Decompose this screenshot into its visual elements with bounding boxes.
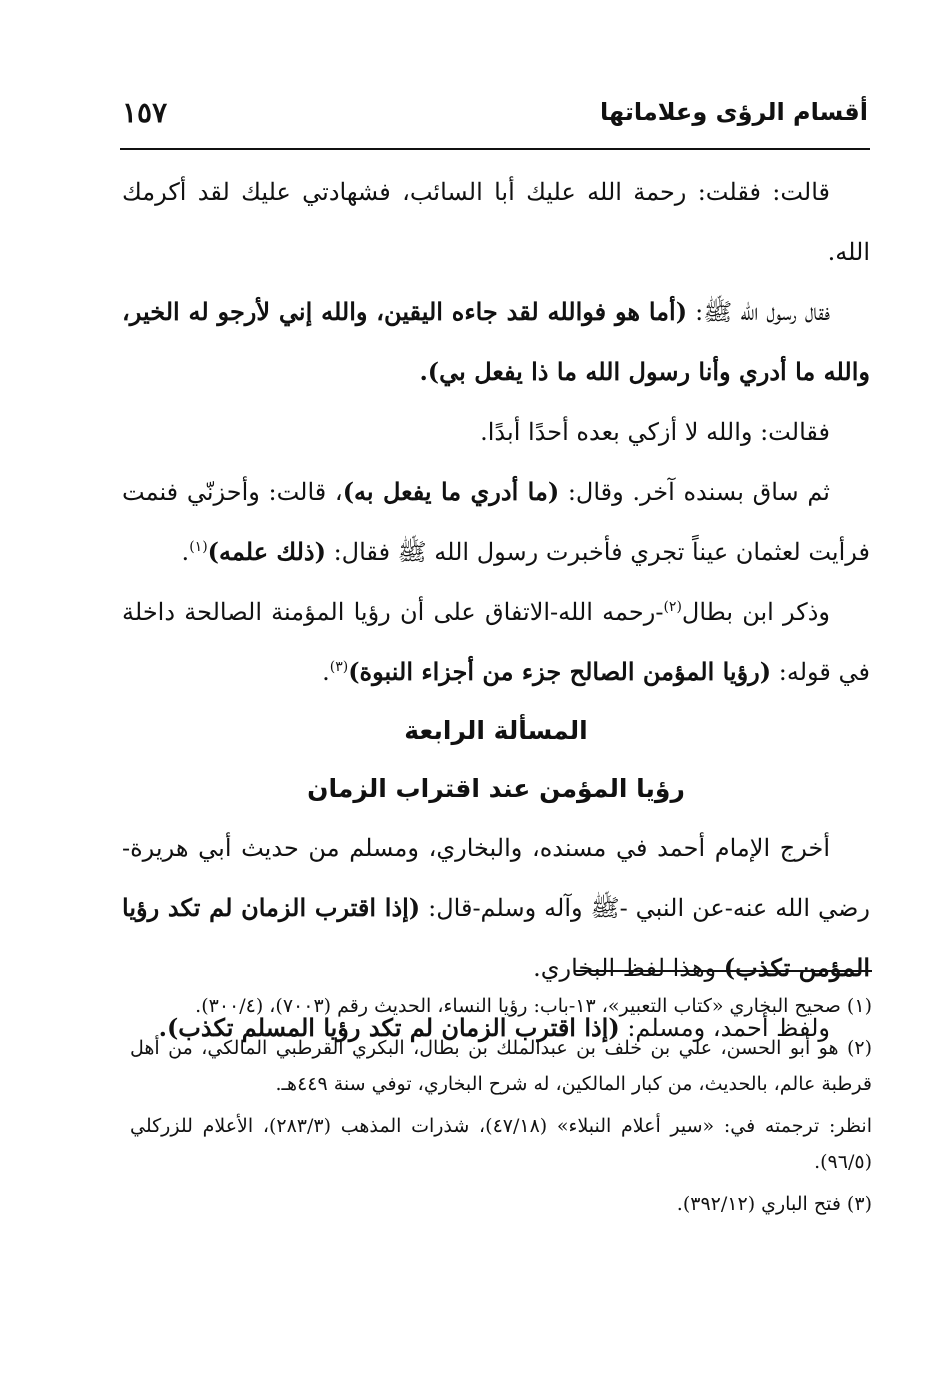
text-span: فقالت: والله لا أزكي بعده أحدًا أبدًا. — [480, 418, 830, 446]
page-number: ١٥٧ — [122, 96, 168, 129]
header-rule — [120, 148, 870, 150]
running-header — [82, 92, 868, 138]
hadith-quote: (رؤيا المؤمن الصالح جزء من أجزاء النبوة) — [348, 657, 772, 686]
text-span: وهذا لفظ البخاري. — [533, 954, 724, 982]
footnote-ref[interactable]: (٢) — [663, 599, 682, 615]
text-span: وذكر ابن بطال — [681, 598, 830, 626]
paragraph — [122, 402, 870, 462]
text-span: . — [158, 1013, 167, 1042]
footnote-1: (١) صحيح البخاري «كتاب التعبير»، ١٣-باب: رؤيا النساء، الحديث رقم (٧٠٠٣)، (٣٠٠/٤). — [195, 995, 872, 1017]
paragraph — [122, 282, 870, 402]
text-span: . — [322, 658, 330, 686]
text-span: . — [181, 538, 190, 566]
text-span: قالت: فقلت: رحمة الله عليك أبا السائب، فشهادتي عليك لقد أكرمك الله. — [122, 178, 870, 266]
hadith-quote: (أما هو فوالله لقد جاءه اليقين، والله إني لأرجو له الخير، والله ما أدري وأنا رسول الله ما ذا يفعل بي). — [122, 297, 870, 386]
text-span: فقال رسول الله ﷺ: — [687, 298, 830, 326]
paragraph — [122, 162, 870, 282]
text-span: ، قالت: وأحزنّي فنمت فرأيت لعثمان عيناً تجري فأخبرت رسول الله ﷺ فقال: — [122, 478, 870, 566]
text-span: ولفظ أحمد، ومسلم: — [619, 1014, 830, 1042]
hadith-quote: (ذلك علمه) — [207, 537, 326, 566]
text-span: أخرج الإمام أحمد في مسنده، والبخاري، ومسلم من حديث أبي هريرة-رضي الله عنه-عن النبي -ﷺ وآله وسلم-قال: — [122, 834, 870, 922]
footnote-2: (٢) هو أبو الحسن، علي بن خلف بن عبدالملك بن بطال، البكري القرطبي المالكي، من أهل قرطبة عالم، بالحديث، من كبار المالكين، له شرح البخاري، توفي سنة ٤٤٩هـ. — [130, 1037, 872, 1095]
hadith-quote: (إذا اقترب الزمان لم تكد رؤيا المؤمن تكذب) — [122, 893, 870, 982]
main-text — [122, 162, 870, 1058]
footnote-3: (٣) فتح الباري (٣٩٢/١٢). — [676, 1193, 872, 1215]
running-title: أقسام الرؤى وعلاماتها — [599, 98, 868, 126]
text-span: -رحمه الله-الاتفاق على أن رؤيا المؤمنة الصالحة داخلة في قوله: — [122, 598, 870, 686]
footnote-ref[interactable]: (١) — [189, 539, 208, 555]
paragraph — [122, 582, 870, 702]
section-subheading: رؤيا المؤمن عند اقتراب الزمان — [307, 774, 685, 803]
hadith-quote: (إذا اقترب الزمان لم تكد رؤيا المسلم تكذب) — [166, 1013, 620, 1042]
footnote-2-continued: انظر: ترجمته في: «سير أعلام النبلاء» (٤٧/١٨)، شذرات المذهب (٢٨٣/٣)، الأعلام للزركلي (٩٦/٥). — [130, 1115, 872, 1173]
footnotes — [130, 988, 872, 1228]
text-span: ثم ساق بسنده آخر. وقال: — [559, 478, 830, 506]
hadith-quote: (ما أدري ما يفعل به) — [342, 477, 560, 506]
footnote-ref[interactable]: (٣) — [329, 659, 349, 675]
footnote-rule — [574, 970, 872, 972]
section-heading: المسألة الرابعة — [404, 716, 588, 745]
paragraph — [122, 462, 870, 582]
